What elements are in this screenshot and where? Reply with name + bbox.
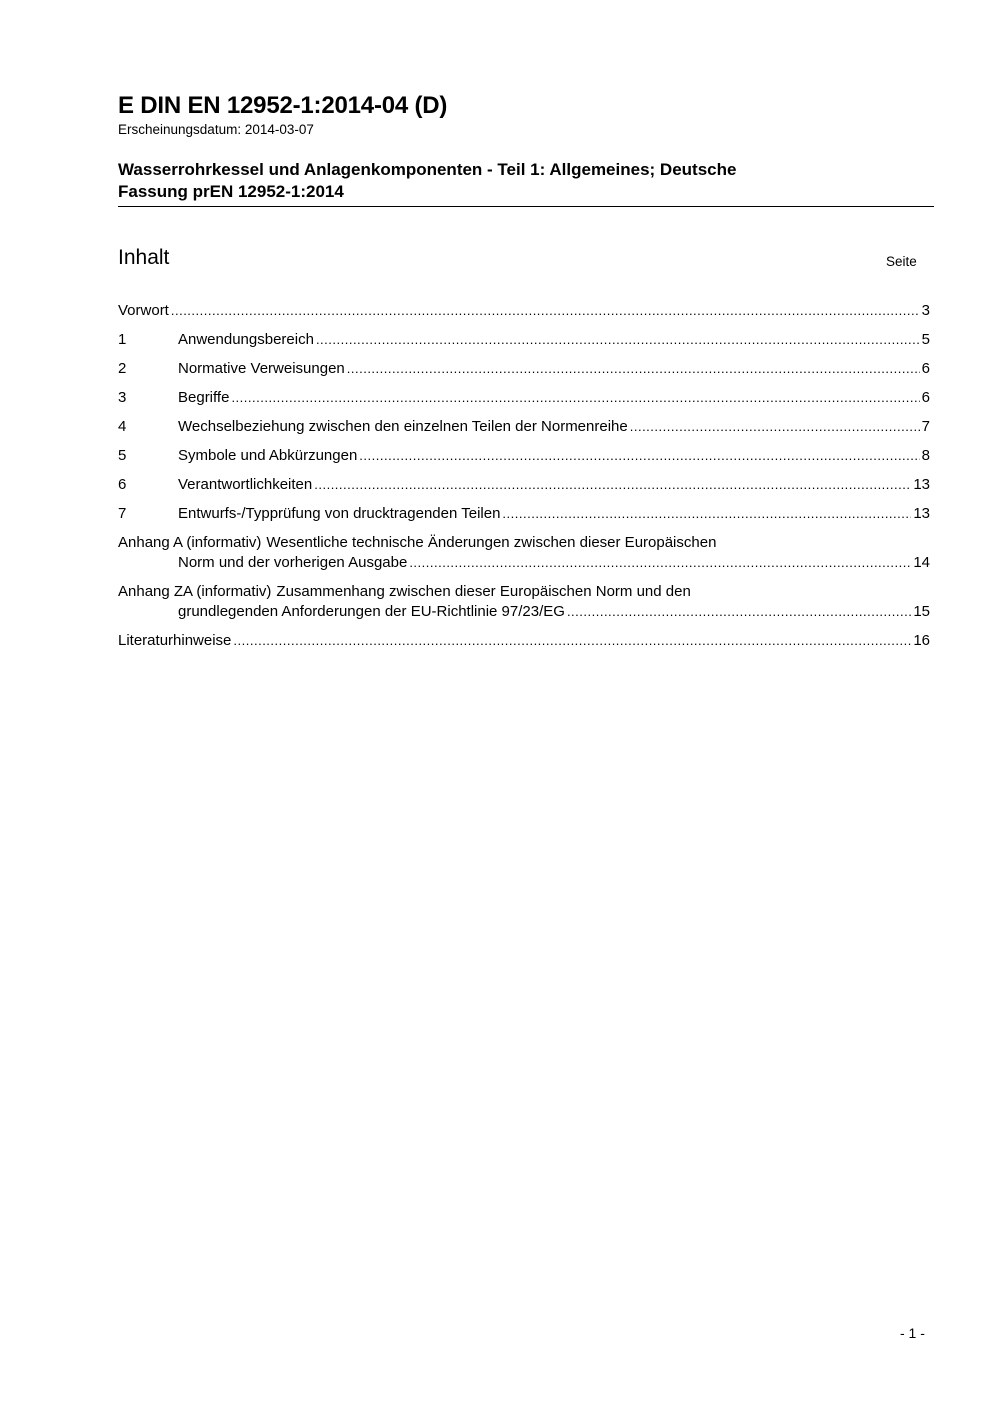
toc-entry-label-continued: grundlegenden Anforderungen der EU-Richtlinie 97/23/EG [178, 603, 565, 620]
toc-dot-leader [567, 601, 911, 623]
toc-dot-leader [359, 445, 919, 467]
toc-dot-leader [409, 552, 911, 574]
toc-entry-number: 1 [118, 331, 127, 348]
toc-entry-number: 4 [118, 418, 127, 435]
toc-dot-leader [314, 474, 911, 496]
toc-entry-annex-za[interactable] [118, 581, 930, 630]
document-id: E DIN EN 12952-1:2014-04 (D) [118, 92, 448, 119]
document-title [118, 159, 918, 203]
toc-entry-label-continued: Norm und der vorherigen Ausgabe [178, 554, 408, 571]
toc-annex-prefix: Anhang A (informativ) [118, 534, 262, 551]
toc-entry-page: 13 [913, 505, 930, 522]
toc-entry-label: Normative Verweisungen [178, 360, 345, 377]
toc-entry-2[interactable] [118, 358, 930, 387]
toc-page-column-label: Seite [886, 254, 917, 269]
toc-dot-leader [502, 503, 911, 525]
toc-heading: Inhalt [118, 246, 170, 269]
toc-entry-1[interactable] [118, 329, 930, 358]
toc-dot-leader [233, 630, 911, 652]
toc-entry-page: 6 [921, 360, 930, 377]
document-title-line-2: Fassung prEN 12952-1:2014 [118, 182, 344, 201]
document-title-line-1: Wasserrohrkessel und Anlagenkomponenten - Teil 1: Allgemeines; Deutsche [118, 160, 737, 179]
toc-entry-4[interactable] [118, 416, 930, 445]
title-divider [118, 206, 934, 207]
toc-entry-page: 3 [921, 302, 930, 319]
toc-entry-label: Zusammenhang zwischen dieser Europäischen Norm und den [276, 583, 691, 600]
toc-entry-page: 7 [921, 418, 930, 435]
toc-entry-page: 8 [921, 447, 930, 464]
table-of-contents [118, 300, 930, 659]
toc-entry-page: 16 [913, 632, 930, 649]
toc-entry-literaturhinweise[interactable] [118, 630, 930, 659]
toc-entry-label: Anwendungsbereich [178, 331, 314, 348]
toc-entry-3[interactable] [118, 387, 930, 416]
toc-entry-number: 2 [118, 360, 127, 377]
toc-entry-label: Begriffe [178, 389, 230, 406]
toc-annex-prefix: Anhang ZA (informativ) [118, 583, 272, 600]
toc-entry-page: 15 [913, 603, 930, 620]
toc-entry-number: 6 [118, 476, 127, 493]
page-number: - 1 - [900, 1325, 925, 1341]
toc-dot-leader [316, 329, 920, 351]
toc-entry-label: Literaturhinweise [118, 632, 232, 649]
toc-dot-leader [347, 358, 920, 380]
toc-entry-number: 7 [118, 505, 127, 522]
toc-entry-vorwort[interactable] [118, 300, 930, 329]
toc-entry-number: 5 [118, 447, 127, 464]
toc-entry-page: 13 [913, 476, 930, 493]
toc-entry-5[interactable] [118, 445, 930, 474]
toc-entry-label: Symbole und Abkürzungen [178, 447, 358, 464]
toc-entry-label: Entwurfs-/Typprüfung von drucktragenden Teilen [178, 505, 501, 522]
toc-entry-7[interactable] [118, 503, 930, 532]
toc-entry-number: 3 [118, 389, 127, 406]
toc-dot-leader [630, 416, 920, 438]
toc-entry-page: 5 [921, 331, 930, 348]
toc-entry-annex-a[interactable] [118, 532, 930, 581]
toc-dot-leader [171, 300, 920, 322]
toc-entry-label: Vorwort [118, 302, 169, 319]
toc-entry-page: 6 [921, 389, 930, 406]
publication-date: Erscheinungsdatum: 2014-03-07 [118, 122, 314, 137]
toc-entry-6[interactable] [118, 474, 930, 503]
toc-dot-leader [231, 387, 919, 409]
toc-entry-page: 14 [913, 554, 930, 571]
toc-entry-label: Wechselbeziehung zwischen den einzelnen Teilen der Normenreihe [178, 418, 628, 435]
toc-entry-label: Verantwortlichkeiten [178, 476, 313, 493]
toc-entry-label: Wesentliche technische Änderungen zwischen dieser Europäischen [266, 534, 717, 551]
